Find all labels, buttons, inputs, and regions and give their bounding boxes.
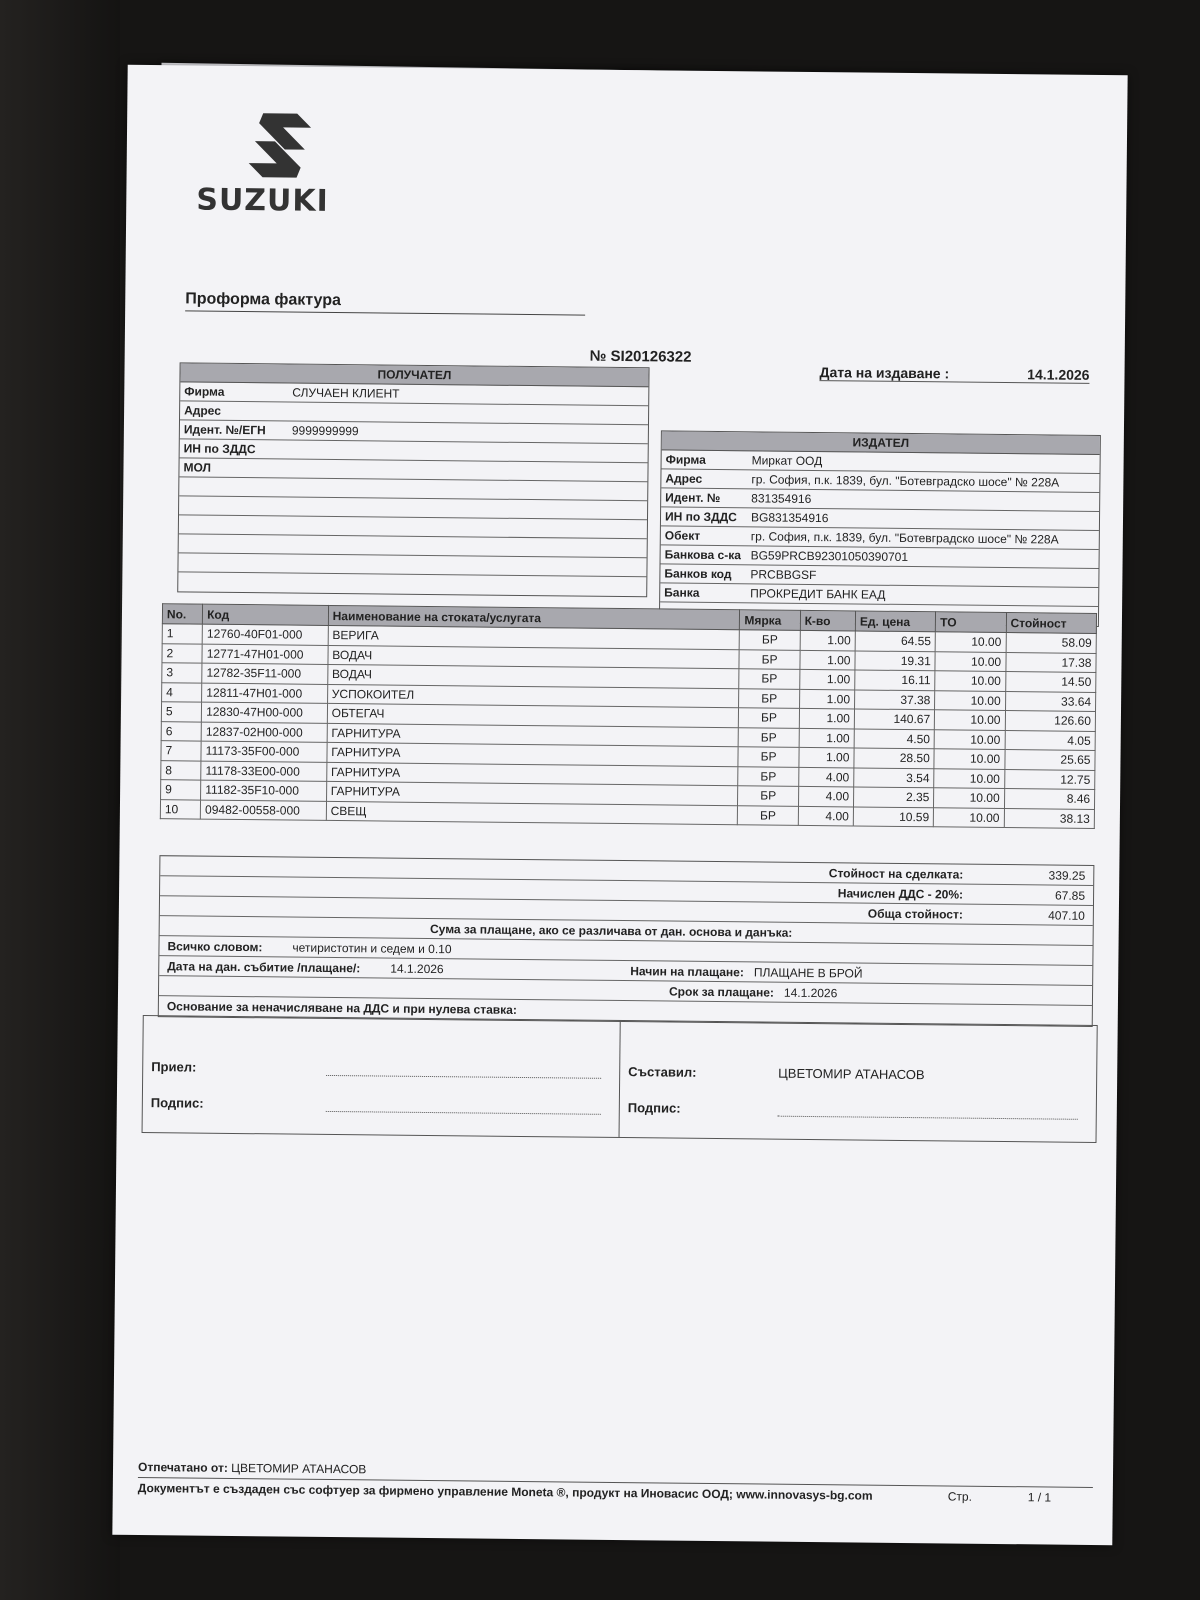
cell-to: 10.00 bbox=[934, 729, 1004, 749]
field-value: СЛУЧАЕН КЛИЕНТ bbox=[292, 385, 400, 401]
cell-price: 3.54 bbox=[854, 767, 935, 787]
total-value: 407.10 bbox=[1048, 907, 1085, 923]
field-label: МОЛ bbox=[183, 460, 212, 475]
cell-to: 10.00 bbox=[935, 690, 1005, 710]
col-name: Наименование на стоката/услугата bbox=[328, 605, 740, 629]
cell-unit: БР bbox=[738, 747, 798, 767]
issuer-header: ИЗДАТЕЛ bbox=[662, 431, 1100, 455]
field-label: Банкова с-ка bbox=[664, 547, 742, 563]
field-value: 9999999999 bbox=[291, 423, 359, 439]
cell-code: 12771-47H01-000 bbox=[202, 644, 328, 665]
cell-unit: БР bbox=[740, 630, 800, 650]
col-unit: Мярка bbox=[740, 610, 800, 631]
field-value: BG59PRCB92301050390701 bbox=[750, 548, 909, 565]
sign-line-left bbox=[151, 1074, 611, 1115]
cell-qty: 1.00 bbox=[799, 728, 854, 748]
page-footer bbox=[113, 1460, 1113, 1505]
composed-name: ЦВЕТОМИР АТАНАСОВ bbox=[778, 1065, 925, 1083]
cell-to: 10.00 bbox=[934, 749, 1004, 769]
field-label: Фирма bbox=[184, 384, 225, 399]
tax-event-value: 14.1.2026 bbox=[390, 961, 444, 976]
cell-unit: БР bbox=[739, 688, 799, 708]
cell-value: 12.75 bbox=[1004, 769, 1095, 789]
cell-no: 8 bbox=[161, 760, 201, 780]
field-value: ПРОКРЕДИТ БАНК ЕАД bbox=[750, 586, 886, 602]
sign-line-right bbox=[628, 1079, 1088, 1120]
cell-qty: 1.00 bbox=[799, 708, 854, 728]
received-dots bbox=[326, 1062, 601, 1079]
cell-no: 2 bbox=[162, 643, 202, 663]
cell-value: 14.50 bbox=[1005, 672, 1096, 692]
cell-code: 12830-47H00-000 bbox=[202, 702, 328, 723]
field-label: Банка bbox=[664, 585, 700, 600]
field-value: BG831354916 bbox=[750, 510, 829, 526]
cell-value: 4.05 bbox=[1005, 730, 1096, 750]
sign-label-left: Подпис: bbox=[150, 1095, 204, 1111]
payment-due-label: Срок за плащане: bbox=[668, 984, 775, 1000]
cell-no: 9 bbox=[161, 780, 201, 800]
col-qty: К-во bbox=[800, 610, 855, 631]
vat-label: Начислен ДДС - 20%: bbox=[837, 885, 964, 902]
suzuki-logo bbox=[196, 111, 367, 220]
issue-date-value: 14.1.2026 bbox=[1027, 366, 1090, 383]
cell-no: 4 bbox=[162, 682, 202, 702]
cell-qty: 4.00 bbox=[798, 786, 853, 806]
software-note: Документът е създаден със софтуер за фирмено управление Moneta ®, продукт на Иновасис ООД; www.innovasys-bg.com bbox=[137, 1480, 873, 1503]
cell-name: ГАРНИТУРА bbox=[327, 742, 739, 766]
field-value: Миркат ООД bbox=[751, 453, 823, 469]
cell-qty: 1.00 bbox=[799, 689, 854, 709]
cell-to: 10.00 bbox=[934, 768, 1004, 788]
cell-qty: 1.00 bbox=[800, 630, 855, 650]
printed-by-name: ЦВЕТОМИР АТАНАСОВ bbox=[231, 1460, 367, 1477]
cell-code: 12760-40F01-000 bbox=[202, 624, 328, 645]
cell-unit: БР bbox=[739, 727, 799, 747]
cell-name: ВЕРИГА bbox=[328, 625, 740, 649]
cell-to: 10.00 bbox=[934, 807, 1004, 827]
document-number: № SI20126322 bbox=[589, 347, 692, 366]
words-value: четиристотин и седем и 0.10 bbox=[292, 940, 452, 956]
cell-name: ВОДАЧ bbox=[328, 645, 740, 669]
field-label: Идент. № bbox=[665, 490, 721, 506]
tax-event-label: Дата на дан. събитие /плащане/: bbox=[167, 958, 361, 975]
logo-text: SUZUKI bbox=[196, 182, 329, 219]
field-label: Адрес bbox=[665, 471, 703, 486]
cell-value: 33.64 bbox=[1005, 691, 1096, 711]
cell-name: ГАРНИТУРА bbox=[326, 781, 738, 805]
cell-price: 16.11 bbox=[855, 670, 936, 690]
cell-price: 28.50 bbox=[854, 748, 935, 768]
col-to: ТО bbox=[936, 612, 1007, 633]
page-label: Стр. bbox=[947, 1489, 973, 1504]
cell-value: 38.13 bbox=[1004, 808, 1095, 828]
document-title: Проформа фактура bbox=[185, 290, 585, 315]
cell-value: 17.38 bbox=[1005, 652, 1096, 672]
sign-label-right: Подпис: bbox=[627, 1100, 681, 1116]
total-label: Обща стойност: bbox=[867, 906, 963, 922]
received-label: Приел: bbox=[151, 1059, 197, 1075]
field-label: Банков код bbox=[664, 566, 732, 582]
cell-code: 11173-35F00-000 bbox=[201, 741, 327, 762]
field-value: PRCBBGSF bbox=[750, 567, 817, 583]
col-price: Ед. цена bbox=[855, 611, 936, 632]
recipient-header: ПОЛУЧАТЕЛ bbox=[180, 363, 648, 387]
cell-code: 12782-35F11-000 bbox=[202, 663, 328, 684]
deal-label: Стойност на сделката: bbox=[828, 865, 964, 882]
vat-basis-label: Основание за неначисляване на ДДС и при нулева ставка: bbox=[166, 999, 517, 1017]
cell-value: 25.65 bbox=[1004, 750, 1095, 770]
page-value: 1 / 1 bbox=[1027, 1490, 1052, 1505]
cell-qty: 4.00 bbox=[798, 806, 853, 826]
cell-no: 5 bbox=[161, 702, 201, 722]
cell-to: 10.00 bbox=[934, 788, 1004, 808]
cell-unit: БР bbox=[739, 649, 799, 669]
cell-unit: БР bbox=[738, 805, 798, 825]
cell-to: 10.00 bbox=[935, 632, 1005, 652]
cell-price: 64.55 bbox=[855, 631, 936, 651]
vat-value: 67.85 bbox=[1054, 888, 1086, 903]
diff-label: Сума за плащане, ако се различава от дан. основа и данъка: bbox=[429, 921, 793, 940]
recipient-box bbox=[177, 362, 649, 597]
cell-name: УСПОКОИТЕЛ bbox=[327, 684, 739, 708]
cell-price: 2.35 bbox=[853, 787, 934, 807]
cell-price: 140.67 bbox=[854, 709, 935, 729]
cell-code: 11178-33E00-000 bbox=[201, 761, 327, 782]
cell-unit: БР bbox=[739, 708, 799, 728]
recipient-empty-row bbox=[178, 572, 646, 596]
cell-price: 10.59 bbox=[853, 806, 934, 826]
cell-no: 7 bbox=[161, 741, 201, 761]
signatures-block bbox=[142, 1015, 1098, 1143]
sign-dots-right bbox=[778, 1103, 1078, 1120]
field-value: гр. София, п.к. 1839, бул. "Ботевградско шосе" № 228А bbox=[751, 472, 1060, 490]
cell-to: 10.00 bbox=[935, 671, 1005, 691]
cell-no: 6 bbox=[161, 721, 201, 741]
signatures-right bbox=[619, 1021, 1097, 1142]
col-value: Стойност bbox=[1006, 613, 1097, 634]
printed-by-label: Отпечатано от: bbox=[137, 1459, 228, 1475]
payment-due-value: 14.1.2026 bbox=[783, 985, 838, 1000]
cell-code: 09482-00558-000 bbox=[201, 800, 327, 821]
sign-dots-left bbox=[326, 1098, 601, 1115]
cell-value: 126.60 bbox=[1005, 711, 1096, 731]
cell-code: 12811-47H01-000 bbox=[202, 683, 328, 704]
cell-qty: 1.00 bbox=[800, 650, 855, 670]
col-no: No. bbox=[162, 604, 202, 624]
cell-qty: 1.00 bbox=[799, 747, 854, 767]
cell-unit: БР bbox=[739, 669, 799, 689]
cell-price: 19.31 bbox=[855, 650, 936, 670]
cell-value: 8.46 bbox=[1004, 789, 1095, 809]
issue-date-label: Дата на издаване : bbox=[819, 364, 950, 382]
invoice-page bbox=[112, 65, 1127, 1545]
totals-block bbox=[158, 855, 1095, 1027]
words-label: Всичко словом: bbox=[167, 938, 263, 954]
seat-edge bbox=[0, 0, 120, 1600]
field-label: ИН по ЗДДС bbox=[664, 509, 737, 525]
composed-label: Съставил: bbox=[628, 1064, 697, 1080]
cell-name: ВОДАЧ bbox=[327, 664, 739, 688]
cell-to: 10.00 bbox=[935, 710, 1005, 730]
signatures-left bbox=[143, 1016, 620, 1137]
items-table bbox=[160, 603, 1097, 829]
cell-code: 11182-35F10-000 bbox=[201, 780, 327, 801]
cell-no: 1 bbox=[162, 624, 202, 644]
cell-no: 3 bbox=[162, 663, 202, 683]
cell-price: 37.38 bbox=[854, 689, 935, 709]
cell-name: ОБТЕГАЧ bbox=[327, 703, 739, 727]
field-value: 831354916 bbox=[751, 491, 812, 506]
field-label: Обект bbox=[664, 528, 701, 543]
cell-name: СВЕЩ bbox=[326, 801, 738, 825]
deal-value: 339.25 bbox=[1048, 867, 1086, 883]
footer-bottom bbox=[138, 1481, 1113, 1505]
cell-qty: 4.00 bbox=[798, 767, 853, 787]
field-label: ИН по ЗДДС bbox=[183, 441, 256, 457]
cell-to: 10.00 bbox=[935, 651, 1005, 671]
cell-no: 10 bbox=[160, 799, 200, 819]
payment-method-value: ПЛАЩАНЕ В БРОЙ bbox=[753, 964, 863, 981]
cell-price: 4.50 bbox=[854, 728, 935, 748]
field-label: Идент. №/ЕГН bbox=[183, 422, 266, 438]
cell-name: ГАРНИТУРА bbox=[327, 723, 739, 747]
payment-method-label: Начин на плащане: bbox=[630, 963, 744, 979]
composed-line bbox=[628, 1043, 1088, 1084]
field-value: гр. София, п.к. 1839, бул. "Ботевградско шосе" № 228А bbox=[750, 529, 1059, 547]
cell-qty: 1.00 bbox=[799, 669, 854, 689]
items-body bbox=[160, 624, 1096, 829]
cell-unit: БР bbox=[738, 786, 798, 806]
cell-value: 58.09 bbox=[1006, 633, 1097, 653]
received-line bbox=[151, 1038, 611, 1079]
printed-by bbox=[138, 1460, 1113, 1484]
field-label: Адрес bbox=[184, 403, 221, 418]
cell-unit: БР bbox=[738, 766, 798, 786]
col-code: Код bbox=[203, 604, 329, 625]
cell-code: 12837-02H00-000 bbox=[201, 722, 327, 743]
field-label: Фирма bbox=[665, 452, 706, 467]
suzuki-s-icon bbox=[245, 111, 316, 180]
issuer-box bbox=[659, 430, 1101, 627]
issue-date bbox=[819, 364, 1089, 384]
cell-name: ГАРНИТУРА bbox=[326, 762, 738, 786]
